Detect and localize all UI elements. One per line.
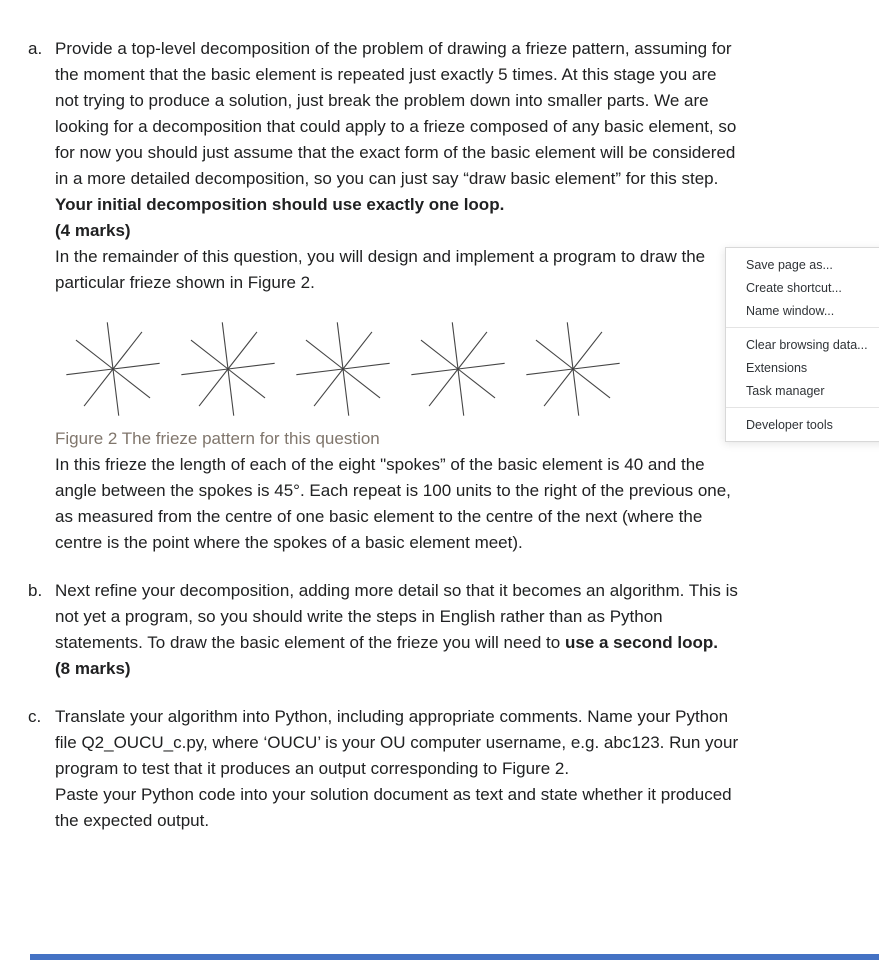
marks-b: (8 marks) — [55, 659, 131, 678]
question-a-paragraph-2: In the remainder of this question, you will design and implement a program to draw the particular frieze shown in Figure 2. — [55, 247, 706, 292]
context-menu-group-1 — [726, 248, 879, 327]
figure-caption: Figure 2 The frieze pattern for this question — [55, 429, 380, 448]
question-a-bold-text: Your initial decomposition should use exactly one loop. — [55, 195, 505, 214]
menu-item-clear-browsing-data[interactable]: Clear browsing data... — [746, 337, 868, 352]
question-c-paragraph-2: Paste your Python code into your solution document as text and state whether it produced the expected output. — [55, 785, 732, 830]
question-a-paragraph-3: In this frieze the length of each of the eight "spokes” of the basic element is 40 and the angle between the spokes is 45°. Each repeat is 100 units to the right of the previous one, as measured from the centre of one basic element to the centre of the next (where the centre is the point where the spokes of a basic element meet). — [55, 455, 731, 552]
menu-item-name-window[interactable]: Name window... — [746, 303, 835, 318]
figure-2 — [55, 318, 740, 426]
marks-a: (4 marks) — [55, 221, 131, 240]
document — [28, 36, 740, 834]
frieze-pattern-image — [55, 318, 695, 418]
context-menu-group-2 — [726, 328, 879, 407]
question-item-a — [28, 36, 740, 556]
question-b-body — [55, 578, 740, 682]
menu-item-developer-tools[interactable]: Developer tools — [746, 417, 833, 432]
question-c-paragraph: Translate your algorithm into Python, including appropriate comments. Name your Python file Q2_OUCU_c.py, where ‘OUCU’ is your OU computer username, e.g. abc123. Run your program to test that it produces an output corresponding to Figure 2. — [55, 707, 739, 778]
question-b-text: Next refine your decomposition, adding more detail so that it becomes an algorithm. This is not yet a program, so you should write the steps in English rather than as Python statements. To draw the basic element of the frieze you will need to — [55, 581, 738, 652]
question-b-bold-text: use a second loop. — [564, 633, 719, 652]
question-item-c — [28, 704, 740, 834]
question-a-paragraph — [55, 36, 740, 218]
question-a-text: Provide a top-level decomposition of the problem of drawing a frieze pattern, assuming for the moment that the basic element is repeated just exactly 5 times. At this stage you are not trying to produce a solution, just break the problem down into smaller parts. We are looking for a decomposition that could apply to a frieze composed of any basic element, so for now you should just assume that the exact form of the basic element will be considered in a more detailed decomposition, so you can just say “draw basic element” for this step. — [55, 39, 737, 188]
menu-item-task-manager[interactable]: Task manager — [746, 383, 825, 398]
list-marker-a: a. — [28, 39, 43, 58]
question-b-paragraph — [55, 578, 740, 656]
context-menu — [725, 247, 879, 442]
menu-item-extensions[interactable]: Extensions — [746, 360, 808, 375]
list-marker-c: c. — [28, 707, 42, 726]
menu-item-create-shortcut[interactable]: Create shortcut... — [746, 280, 842, 295]
bottom-accent-bar — [30, 954, 879, 960]
menu-item-save-page-as[interactable]: Save page as... — [746, 257, 833, 272]
question-c-body — [55, 704, 740, 834]
question-item-b — [28, 578, 740, 682]
list-marker-b: b. — [28, 581, 43, 600]
context-menu-group-3 — [726, 408, 879, 441]
question-a-body — [55, 36, 740, 556]
